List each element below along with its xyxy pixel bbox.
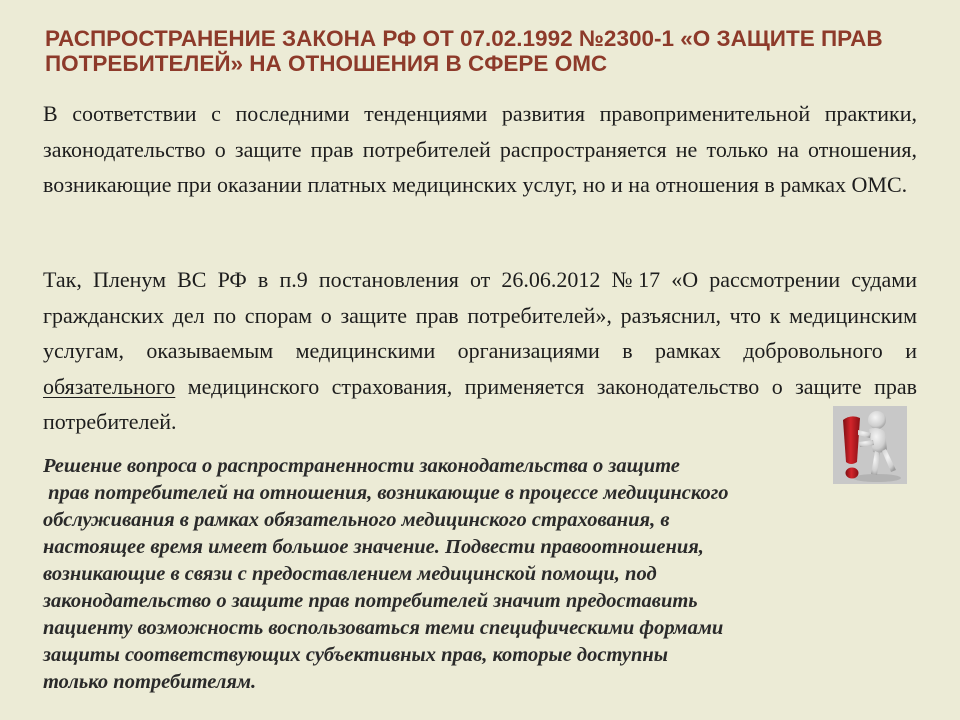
italic-line: защиты соответствующих субъективных прав, которые доступны [43, 644, 668, 666]
italic-line: возникающие в связи с предоставлением медицинской помощи, под [43, 563, 657, 585]
italic-line: пациенту возможность воспользоваться теми специфическими формами [43, 617, 724, 639]
person-with-exclamation-svg [833, 406, 907, 484]
person-with-exclamation-icon [833, 406, 907, 484]
italic-conclusion [43, 453, 923, 696]
paragraph-plenum [43, 262, 917, 440]
italic-line: законодательство о защите прав потребителей значит предоставить [43, 590, 698, 612]
paragraph-plenum-part1: Так, Пленум ВС РФ в п.9 постановления от 26.06.2012 №17 «О рассмотрении судами гражданских дел по спорам о защите прав потребителей», разъяснил, что к медицинским услугам, оказываемым медицинскими организациями в рамках добровольного и [43, 267, 917, 363]
italic-line: обслуживания в рамках обязательного медицинского страхования, в [43, 509, 670, 531]
paragraph-trends: В соответствии с последними тенденциями развития правоприменительной практики, законодательство о защите прав потребителей распространяется не только на отношения, возникающие при оказании платных медицинских услуг, но и на отношения в рамках ОМС. [43, 101, 917, 197]
underlined-word: обязательного [43, 373, 176, 399]
slide-title: РАСПРОСТРАНЕНИЕ ЗАКОНА РФ ОТ 07.02.1992 №2300-1 «О ЗАЩИТЕ ПРАВ ПОТРЕБИТЕЛЕЙ» НА ОТНОШЕНИЯ В СФЕРЕ ОМС [45, 26, 883, 76]
italic-line: только потребителям. [43, 671, 257, 693]
italic-line: настоящее время имеет большое значение. Подвести правоотношения, [43, 536, 704, 558]
italic-line: прав потребителей на отношения, возникающие в процессе медицинского [43, 482, 729, 504]
italic-line: Решение вопроса о распространенности законодательства о защите [43, 455, 680, 477]
paragraph-plenum-part2: медицинского страхования, применяется законодательство о защите прав потребителей. [43, 373, 917, 434]
